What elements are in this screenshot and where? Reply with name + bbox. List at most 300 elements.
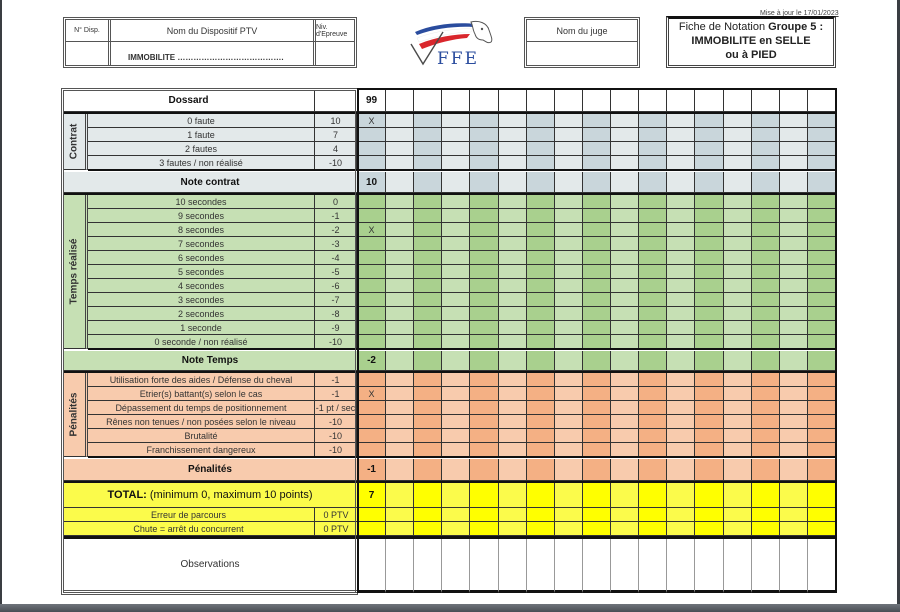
ptv-row-score-cell[interactable] bbox=[808, 508, 836, 522]
penalites-row-score-cell[interactable] bbox=[611, 415, 639, 429]
contrat-row-score-cell[interactable] bbox=[808, 156, 836, 170]
temps-row-score-cell[interactable] bbox=[527, 195, 555, 209]
contrat-row-score-cell[interactable] bbox=[780, 142, 808, 156]
ptv-row-score-cell[interactable] bbox=[780, 508, 808, 522]
temps-row-score-cell[interactable] bbox=[667, 307, 695, 321]
penalites-subtotal-score-cell[interactable] bbox=[611, 459, 639, 481]
observation-cell[interactable] bbox=[639, 539, 667, 593]
ptv-row-score-cell[interactable] bbox=[499, 522, 527, 536]
contrat-row-score-cell[interactable] bbox=[752, 114, 780, 128]
temps-row-score-cell[interactable] bbox=[808, 265, 836, 279]
contrat-subtotal-score-cell[interactable]: 10 bbox=[358, 172, 386, 193]
observation-cell[interactable] bbox=[470, 539, 498, 593]
penalites-row-score-cell[interactable] bbox=[386, 387, 414, 401]
temps-row-score-cell[interactable] bbox=[667, 265, 695, 279]
temps-row-score-cell[interactable] bbox=[470, 251, 498, 265]
temps-row-score-cell[interactable] bbox=[667, 251, 695, 265]
temps-row-score-cell[interactable] bbox=[442, 237, 470, 251]
penalites-row-score-cell[interactable] bbox=[442, 401, 470, 415]
penalites-row-score-cell[interactable]: X bbox=[358, 387, 386, 401]
penalites-row-score-cell[interactable] bbox=[583, 443, 611, 457]
contrat-row-score-cell[interactable] bbox=[639, 156, 667, 170]
contrat-row-score-cell[interactable] bbox=[414, 128, 442, 142]
temps-row-score-cell[interactable] bbox=[358, 279, 386, 293]
temps-row-score-cell[interactable] bbox=[386, 307, 414, 321]
temps-row-score-cell[interactable] bbox=[695, 293, 723, 307]
penalites-row-score-cell[interactable] bbox=[442, 373, 470, 387]
temps-row-score-cell[interactable] bbox=[724, 321, 752, 335]
temps-row-score-cell[interactable] bbox=[386, 265, 414, 279]
temps-row-score-cell[interactable] bbox=[470, 335, 498, 349]
temps-row-score-cell[interactable] bbox=[695, 307, 723, 321]
temps-row-score-cell[interactable] bbox=[780, 223, 808, 237]
contrat-row-score-cell[interactable] bbox=[695, 128, 723, 142]
temps-row-score-cell[interactable] bbox=[808, 293, 836, 307]
total-score-cell[interactable] bbox=[611, 483, 639, 508]
temps-row-score-cell[interactable] bbox=[555, 223, 583, 237]
penalites-subtotal-score-cell[interactable] bbox=[667, 459, 695, 481]
total-score-cell[interactable] bbox=[695, 483, 723, 508]
temps-row-score-cell[interactable] bbox=[752, 265, 780, 279]
temps-subtotal-score-cell[interactable] bbox=[611, 351, 639, 371]
ptv-row-score-cell[interactable] bbox=[583, 508, 611, 522]
temps-row-score-cell[interactable] bbox=[442, 321, 470, 335]
dossard-cell[interactable] bbox=[386, 90, 414, 112]
ptv-row-score-cell[interactable] bbox=[780, 522, 808, 536]
temps-row-score-cell[interactable] bbox=[386, 335, 414, 349]
temps-row-score-cell[interactable] bbox=[752, 321, 780, 335]
ptv-row-score-cell[interactable] bbox=[414, 522, 442, 536]
penalites-row-score-cell[interactable] bbox=[808, 373, 836, 387]
penalites-subtotal-score-cell[interactable] bbox=[724, 459, 752, 481]
temps-row-score-cell[interactable] bbox=[470, 265, 498, 279]
ptv-row-score-cell[interactable] bbox=[695, 508, 723, 522]
contrat-subtotal-score-cell[interactable] bbox=[808, 172, 836, 193]
penalites-row-score-cell[interactable] bbox=[695, 387, 723, 401]
penalites-row-score-cell[interactable] bbox=[358, 401, 386, 415]
temps-row-score-cell[interactable] bbox=[470, 195, 498, 209]
penalites-row-score-cell[interactable] bbox=[527, 401, 555, 415]
contrat-row-score-cell[interactable] bbox=[808, 142, 836, 156]
judge-name-field[interactable] bbox=[527, 42, 637, 65]
contrat-row-score-cell[interactable] bbox=[752, 156, 780, 170]
temps-row-score-cell[interactable]: X bbox=[358, 223, 386, 237]
disp-no-field[interactable] bbox=[66, 42, 108, 65]
temps-row-score-cell[interactable] bbox=[780, 251, 808, 265]
contrat-row-score-cell[interactable] bbox=[386, 128, 414, 142]
penalites-row-score-cell[interactable] bbox=[780, 373, 808, 387]
penalites-row-score-cell[interactable] bbox=[808, 415, 836, 429]
temps-row-score-cell[interactable] bbox=[414, 279, 442, 293]
temps-row-score-cell[interactable] bbox=[752, 335, 780, 349]
temps-subtotal-score-cell[interactable] bbox=[499, 351, 527, 371]
observation-cell[interactable] bbox=[527, 539, 555, 593]
ptv-row-score-cell[interactable] bbox=[555, 522, 583, 536]
penalites-row-score-cell[interactable] bbox=[386, 401, 414, 415]
penalites-row-score-cell[interactable] bbox=[358, 415, 386, 429]
temps-row-score-cell[interactable] bbox=[386, 321, 414, 335]
temps-row-score-cell[interactable] bbox=[583, 237, 611, 251]
penalites-row-score-cell[interactable] bbox=[442, 443, 470, 457]
temps-row-score-cell[interactable] bbox=[724, 251, 752, 265]
temps-row-score-cell[interactable] bbox=[499, 251, 527, 265]
temps-row-score-cell[interactable] bbox=[667, 209, 695, 223]
temps-row-score-cell[interactable] bbox=[414, 293, 442, 307]
ptv-row-score-cell[interactable] bbox=[724, 508, 752, 522]
observation-cell[interactable] bbox=[555, 539, 583, 593]
contrat-row-score-cell[interactable] bbox=[527, 128, 555, 142]
temps-row-score-cell[interactable] bbox=[555, 279, 583, 293]
temps-row-score-cell[interactable] bbox=[499, 279, 527, 293]
temps-row-score-cell[interactable] bbox=[358, 335, 386, 349]
temps-row-score-cell[interactable] bbox=[752, 307, 780, 321]
contrat-row-score-cell[interactable] bbox=[780, 128, 808, 142]
penalites-row-score-cell[interactable] bbox=[442, 387, 470, 401]
penalites-subtotal-score-cell[interactable] bbox=[752, 459, 780, 481]
contrat-row-score-cell[interactable] bbox=[386, 156, 414, 170]
penalites-row-score-cell[interactable] bbox=[470, 429, 498, 443]
contrat-row-score-cell[interactable]: X bbox=[358, 114, 386, 128]
penalites-subtotal-score-cell[interactable] bbox=[527, 459, 555, 481]
contrat-row-score-cell[interactable] bbox=[470, 128, 498, 142]
temps-row-score-cell[interactable] bbox=[611, 195, 639, 209]
ptv-row-score-cell[interactable] bbox=[695, 522, 723, 536]
contrat-subtotal-score-cell[interactable] bbox=[724, 172, 752, 193]
penalites-row-score-cell[interactable] bbox=[470, 401, 498, 415]
temps-subtotal-score-cell[interactable] bbox=[442, 351, 470, 371]
temps-row-score-cell[interactable] bbox=[780, 265, 808, 279]
contrat-row-score-cell[interactable] bbox=[695, 156, 723, 170]
temps-subtotal-score-cell[interactable] bbox=[555, 351, 583, 371]
contrat-row-score-cell[interactable] bbox=[780, 156, 808, 170]
temps-row-score-cell[interactable] bbox=[611, 293, 639, 307]
penalites-row-score-cell[interactable] bbox=[414, 401, 442, 415]
temps-row-score-cell[interactable] bbox=[780, 195, 808, 209]
temps-row-score-cell[interactable] bbox=[695, 321, 723, 335]
penalites-row-score-cell[interactable] bbox=[555, 443, 583, 457]
dossard-cell[interactable] bbox=[780, 90, 808, 112]
observation-cell[interactable] bbox=[780, 539, 808, 593]
contrat-row-score-cell[interactable] bbox=[639, 128, 667, 142]
temps-row-score-cell[interactable] bbox=[499, 223, 527, 237]
observation-cell[interactable] bbox=[386, 539, 414, 593]
temps-row-score-cell[interactable] bbox=[639, 293, 667, 307]
temps-subtotal-score-cell[interactable] bbox=[780, 351, 808, 371]
temps-row-score-cell[interactable] bbox=[752, 237, 780, 251]
total-score-cell[interactable] bbox=[527, 483, 555, 508]
penalites-row-score-cell[interactable] bbox=[611, 387, 639, 401]
temps-row-score-cell[interactable] bbox=[611, 321, 639, 335]
contrat-row-score-cell[interactable] bbox=[470, 156, 498, 170]
penalites-row-score-cell[interactable] bbox=[470, 443, 498, 457]
temps-row-score-cell[interactable] bbox=[470, 293, 498, 307]
penalites-row-score-cell[interactable] bbox=[555, 415, 583, 429]
penalites-row-score-cell[interactable] bbox=[695, 415, 723, 429]
observation-cell[interactable] bbox=[695, 539, 723, 593]
temps-row-score-cell[interactable] bbox=[695, 279, 723, 293]
penalites-row-score-cell[interactable] bbox=[780, 415, 808, 429]
ptv-row-score-cell[interactable] bbox=[639, 508, 667, 522]
temps-row-score-cell[interactable] bbox=[808, 209, 836, 223]
temps-row-score-cell[interactable] bbox=[414, 237, 442, 251]
temps-row-score-cell[interactable] bbox=[555, 195, 583, 209]
temps-row-score-cell[interactable] bbox=[555, 265, 583, 279]
penalites-row-score-cell[interactable] bbox=[499, 443, 527, 457]
temps-row-score-cell[interactable] bbox=[695, 251, 723, 265]
ptv-row-score-cell[interactable] bbox=[470, 508, 498, 522]
penalites-row-score-cell[interactable] bbox=[639, 373, 667, 387]
temps-row-score-cell[interactable] bbox=[583, 279, 611, 293]
temps-row-score-cell[interactable] bbox=[499, 265, 527, 279]
temps-row-score-cell[interactable] bbox=[527, 335, 555, 349]
penalites-row-score-cell[interactable] bbox=[808, 443, 836, 457]
temps-row-score-cell[interactable] bbox=[808, 223, 836, 237]
temps-row-score-cell[interactable] bbox=[442, 307, 470, 321]
temps-row-score-cell[interactable] bbox=[499, 293, 527, 307]
penalites-row-score-cell[interactable] bbox=[499, 429, 527, 443]
penalites-row-score-cell[interactable] bbox=[470, 373, 498, 387]
temps-row-score-cell[interactable] bbox=[499, 195, 527, 209]
penalites-row-score-cell[interactable] bbox=[583, 373, 611, 387]
penalites-row-score-cell[interactable] bbox=[639, 401, 667, 415]
contrat-row-score-cell[interactable] bbox=[583, 142, 611, 156]
ptv-row-score-cell[interactable] bbox=[667, 508, 695, 522]
penalites-row-score-cell[interactable] bbox=[386, 415, 414, 429]
penalites-row-score-cell[interactable] bbox=[358, 429, 386, 443]
temps-row-score-cell[interactable] bbox=[442, 279, 470, 293]
contrat-row-score-cell[interactable] bbox=[499, 114, 527, 128]
ptv-row-score-cell[interactable] bbox=[555, 508, 583, 522]
temps-row-score-cell[interactable] bbox=[695, 265, 723, 279]
penalites-subtotal-score-cell[interactable] bbox=[808, 459, 836, 481]
penalites-row-score-cell[interactable] bbox=[527, 373, 555, 387]
contrat-subtotal-score-cell[interactable] bbox=[611, 172, 639, 193]
penalites-row-score-cell[interactable] bbox=[442, 415, 470, 429]
dossard-cell[interactable] bbox=[808, 90, 836, 112]
penalites-row-score-cell[interactable] bbox=[752, 415, 780, 429]
contrat-subtotal-score-cell[interactable] bbox=[695, 172, 723, 193]
ptv-row-score-cell[interactable] bbox=[499, 508, 527, 522]
penalites-row-score-cell[interactable] bbox=[808, 429, 836, 443]
contrat-row-score-cell[interactable] bbox=[414, 156, 442, 170]
temps-row-score-cell[interactable] bbox=[358, 293, 386, 307]
contrat-row-score-cell[interactable] bbox=[470, 142, 498, 156]
temps-row-score-cell[interactable] bbox=[639, 195, 667, 209]
dossard-cell[interactable] bbox=[499, 90, 527, 112]
penalites-row-score-cell[interactable] bbox=[527, 429, 555, 443]
dossard-cell[interactable] bbox=[752, 90, 780, 112]
total-score-cell[interactable] bbox=[780, 483, 808, 508]
temps-row-score-cell[interactable] bbox=[470, 237, 498, 251]
penalites-row-score-cell[interactable] bbox=[780, 387, 808, 401]
contrat-subtotal-score-cell[interactable] bbox=[780, 172, 808, 193]
temps-row-score-cell[interactable] bbox=[527, 209, 555, 223]
penalites-subtotal-score-cell[interactable] bbox=[414, 459, 442, 481]
total-score-cell[interactable] bbox=[667, 483, 695, 508]
observation-cell[interactable] bbox=[611, 539, 639, 593]
contrat-row-score-cell[interactable] bbox=[442, 142, 470, 156]
temps-row-score-cell[interactable] bbox=[695, 195, 723, 209]
penalites-row-score-cell[interactable] bbox=[724, 415, 752, 429]
temps-row-score-cell[interactable] bbox=[808, 251, 836, 265]
contrat-subtotal-score-cell[interactable] bbox=[583, 172, 611, 193]
observation-cell[interactable] bbox=[358, 539, 386, 593]
temps-row-score-cell[interactable] bbox=[639, 335, 667, 349]
penalites-row-score-cell[interactable] bbox=[583, 401, 611, 415]
contrat-row-score-cell[interactable] bbox=[358, 142, 386, 156]
penalites-subtotal-score-cell[interactable] bbox=[583, 459, 611, 481]
temps-subtotal-score-cell[interactable] bbox=[808, 351, 836, 371]
penalites-row-score-cell[interactable] bbox=[667, 387, 695, 401]
ptv-row-score-cell[interactable] bbox=[386, 508, 414, 522]
temps-row-score-cell[interactable] bbox=[808, 307, 836, 321]
ptv-row-score-cell[interactable] bbox=[667, 522, 695, 536]
penalites-row-score-cell[interactable] bbox=[724, 387, 752, 401]
penalites-row-score-cell[interactable] bbox=[724, 373, 752, 387]
temps-row-score-cell[interactable] bbox=[695, 237, 723, 251]
temps-row-score-cell[interactable] bbox=[752, 293, 780, 307]
observation-cell[interactable] bbox=[583, 539, 611, 593]
total-score-cell[interactable] bbox=[639, 483, 667, 508]
penalites-subtotal-score-cell[interactable] bbox=[386, 459, 414, 481]
temps-subtotal-score-cell[interactable] bbox=[386, 351, 414, 371]
ptv-row-score-cell[interactable] bbox=[470, 522, 498, 536]
temps-row-score-cell[interactable] bbox=[414, 223, 442, 237]
penalites-row-score-cell[interactable] bbox=[414, 415, 442, 429]
dossard-cell[interactable] bbox=[695, 90, 723, 112]
temps-row-score-cell[interactable] bbox=[499, 307, 527, 321]
dossard-cell[interactable] bbox=[555, 90, 583, 112]
ptv-row-score-cell[interactable] bbox=[611, 522, 639, 536]
temps-row-score-cell[interactable] bbox=[583, 195, 611, 209]
temps-row-score-cell[interactable] bbox=[527, 251, 555, 265]
temps-row-score-cell[interactable] bbox=[527, 223, 555, 237]
temps-row-score-cell[interactable] bbox=[386, 209, 414, 223]
contrat-row-score-cell[interactable] bbox=[386, 114, 414, 128]
contrat-row-score-cell[interactable] bbox=[414, 142, 442, 156]
temps-row-score-cell[interactable] bbox=[752, 251, 780, 265]
contrat-row-score-cell[interactable] bbox=[695, 114, 723, 128]
penalites-row-score-cell[interactable] bbox=[724, 443, 752, 457]
contrat-subtotal-score-cell[interactable] bbox=[752, 172, 780, 193]
contrat-row-score-cell[interactable] bbox=[386, 142, 414, 156]
penalites-row-score-cell[interactable] bbox=[555, 387, 583, 401]
contrat-row-score-cell[interactable] bbox=[611, 156, 639, 170]
contrat-row-score-cell[interactable] bbox=[358, 128, 386, 142]
temps-row-score-cell[interactable] bbox=[583, 321, 611, 335]
total-score-cell[interactable] bbox=[414, 483, 442, 508]
ptv-row-score-cell[interactable] bbox=[611, 508, 639, 522]
total-score-cell[interactable] bbox=[583, 483, 611, 508]
penalites-row-score-cell[interactable] bbox=[695, 429, 723, 443]
temps-row-score-cell[interactable] bbox=[611, 209, 639, 223]
temps-row-score-cell[interactable] bbox=[442, 223, 470, 237]
temps-row-score-cell[interactable] bbox=[752, 223, 780, 237]
temps-row-score-cell[interactable] bbox=[583, 209, 611, 223]
penalites-subtotal-score-cell[interactable] bbox=[470, 459, 498, 481]
temps-row-score-cell[interactable] bbox=[639, 223, 667, 237]
observation-cell[interactable] bbox=[808, 539, 836, 593]
penalites-row-score-cell[interactable] bbox=[583, 387, 611, 401]
temps-row-score-cell[interactable] bbox=[527, 265, 555, 279]
penalites-row-score-cell[interactable] bbox=[695, 443, 723, 457]
penalites-row-score-cell[interactable] bbox=[695, 373, 723, 387]
contrat-row-score-cell[interactable] bbox=[527, 114, 555, 128]
dossard-cell[interactable] bbox=[583, 90, 611, 112]
temps-row-score-cell[interactable] bbox=[470, 307, 498, 321]
temps-row-score-cell[interactable] bbox=[555, 307, 583, 321]
penalites-row-score-cell[interactable] bbox=[780, 443, 808, 457]
temps-row-score-cell[interactable] bbox=[639, 321, 667, 335]
temps-row-score-cell[interactable] bbox=[611, 335, 639, 349]
temps-row-score-cell[interactable] bbox=[583, 265, 611, 279]
temps-row-score-cell[interactable] bbox=[414, 209, 442, 223]
contrat-row-score-cell[interactable] bbox=[639, 114, 667, 128]
penalites-row-score-cell[interactable] bbox=[639, 387, 667, 401]
contrat-row-score-cell[interactable] bbox=[414, 114, 442, 128]
temps-row-score-cell[interactable] bbox=[414, 307, 442, 321]
total-score-cell[interactable]: 7 bbox=[358, 483, 386, 508]
contrat-subtotal-score-cell[interactable] bbox=[639, 172, 667, 193]
temps-row-score-cell[interactable] bbox=[527, 293, 555, 307]
contrat-subtotal-score-cell[interactable] bbox=[414, 172, 442, 193]
ptv-row-score-cell[interactable] bbox=[752, 522, 780, 536]
temps-row-score-cell[interactable] bbox=[414, 321, 442, 335]
temps-row-score-cell[interactable] bbox=[639, 279, 667, 293]
temps-row-score-cell[interactable] bbox=[639, 307, 667, 321]
temps-row-score-cell[interactable] bbox=[639, 209, 667, 223]
temps-row-score-cell[interactable] bbox=[695, 223, 723, 237]
disp-name-value[interactable]: IMMOBILITE …………………………………. bbox=[128, 53, 284, 62]
temps-row-score-cell[interactable] bbox=[808, 195, 836, 209]
temps-row-score-cell[interactable] bbox=[470, 209, 498, 223]
temps-row-score-cell[interactable] bbox=[442, 293, 470, 307]
contrat-subtotal-score-cell[interactable] bbox=[470, 172, 498, 193]
temps-row-score-cell[interactable] bbox=[386, 279, 414, 293]
temps-row-score-cell[interactable] bbox=[470, 223, 498, 237]
penalites-row-score-cell[interactable] bbox=[386, 443, 414, 457]
penalites-subtotal-score-cell[interactable] bbox=[639, 459, 667, 481]
temps-row-score-cell[interactable] bbox=[386, 237, 414, 251]
temps-row-score-cell[interactable] bbox=[358, 265, 386, 279]
total-score-cell[interactable] bbox=[442, 483, 470, 508]
ptv-row-score-cell[interactable] bbox=[752, 508, 780, 522]
temps-row-score-cell[interactable] bbox=[442, 335, 470, 349]
ptv-row-score-cell[interactable] bbox=[386, 522, 414, 536]
penalites-row-score-cell[interactable] bbox=[752, 443, 780, 457]
total-score-cell[interactable] bbox=[386, 483, 414, 508]
temps-row-score-cell[interactable] bbox=[499, 209, 527, 223]
penalites-row-score-cell[interactable] bbox=[752, 387, 780, 401]
temps-row-score-cell[interactable] bbox=[386, 251, 414, 265]
contrat-row-score-cell[interactable] bbox=[527, 156, 555, 170]
ptv-row-score-cell[interactable] bbox=[442, 508, 470, 522]
penalites-row-score-cell[interactable] bbox=[358, 443, 386, 457]
temps-row-score-cell[interactable] bbox=[639, 237, 667, 251]
penalites-row-score-cell[interactable] bbox=[611, 401, 639, 415]
temps-row-score-cell[interactable] bbox=[780, 209, 808, 223]
temps-row-score-cell[interactable] bbox=[442, 251, 470, 265]
dossard-cell[interactable] bbox=[667, 90, 695, 112]
dossard-cell[interactable] bbox=[611, 90, 639, 112]
penalites-row-score-cell[interactable] bbox=[414, 373, 442, 387]
temps-subtotal-score-cell[interactable] bbox=[414, 351, 442, 371]
temps-row-score-cell[interactable] bbox=[667, 335, 695, 349]
penalites-row-score-cell[interactable] bbox=[611, 373, 639, 387]
temps-row-score-cell[interactable] bbox=[724, 195, 752, 209]
contrat-row-score-cell[interactable] bbox=[555, 114, 583, 128]
contrat-row-score-cell[interactable] bbox=[583, 114, 611, 128]
